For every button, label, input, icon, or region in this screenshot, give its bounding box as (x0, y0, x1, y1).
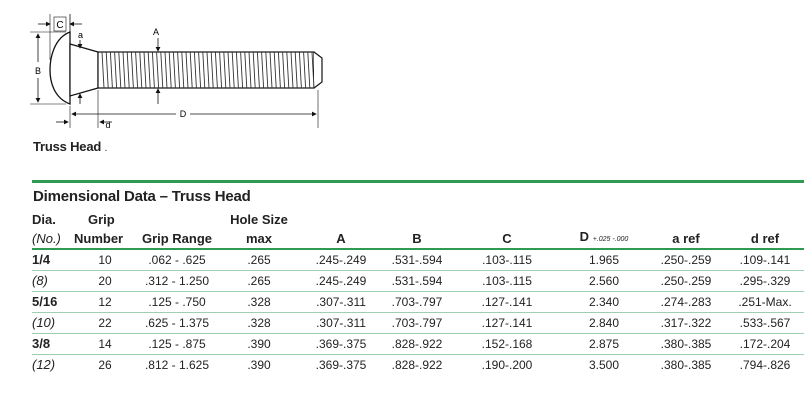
cell-hole-size: .390 (247, 337, 271, 351)
cell-d-ref: .172-.204 (739, 337, 791, 351)
cell-grip-range: .062 - .625 (148, 253, 206, 267)
caption-suffix: . (104, 143, 108, 154)
cell-grip: 12 (98, 295, 112, 309)
cell-grip-range: .125 - .750 (148, 295, 206, 309)
header-no: (No.) (32, 228, 74, 249)
cell-D: 2.875 (588, 337, 620, 351)
header-max: max (218, 228, 300, 249)
label-D: D (179, 109, 187, 119)
header-grip: Grip (88, 212, 115, 227)
cell-D: 1.965 (588, 253, 620, 267)
cell-d-ref: .533-.567 (739, 316, 791, 330)
header-dia: Dia. (32, 212, 56, 227)
cell-d-ref: .251-Max. (738, 295, 792, 309)
cell-D: 3.500 (588, 358, 620, 372)
cell-hole-size: .390 (247, 358, 271, 372)
cell-C: .103-.115 (482, 253, 532, 267)
cell-C: .190-.200 (481, 358, 533, 372)
cell-dia: (8) (32, 273, 48, 288)
cell-dia: 3/8 (32, 336, 51, 351)
cell-grip: 26 (98, 358, 112, 372)
green-rule (32, 180, 804, 183)
dimensional-data-table (32, 211, 804, 375)
cell-grip-range: .125 - .875 (148, 337, 206, 351)
label-A: A (152, 27, 160, 37)
table-row (32, 249, 804, 271)
bolt-head (50, 32, 70, 104)
cell-C: .152-.168 (481, 337, 533, 351)
label-c: C (56, 20, 64, 31)
cell-a-ref: .380-.385 (660, 337, 712, 351)
cell-a-ref: .317-.322 (660, 316, 712, 330)
cell-B: .703-.797 (391, 316, 443, 330)
caption-text: Truss Head (33, 139, 102, 154)
cell-C: .127-.141 (481, 295, 533, 309)
cell-hole-size: .265 (247, 253, 271, 267)
header-B: B (382, 228, 452, 249)
cell-A: .369-.375 (315, 337, 367, 351)
table-title: Dimensional Data – Truss Head (33, 188, 251, 205)
cell-grip-range: .812 - 1.625 (144, 358, 210, 372)
cell-grip: 14 (98, 337, 112, 351)
cell-grip-range: .312 - 1.250 (144, 274, 210, 288)
cell-B: .531-.594 (391, 274, 443, 288)
bolt-shank (98, 52, 314, 88)
cell-d-ref: .794-.826 (739, 358, 791, 372)
cell-D: 2.560 (588, 274, 620, 288)
cell-hole-size: .265 (247, 274, 271, 288)
header-D-label: D (579, 229, 590, 244)
cell-A: .369-.375 (315, 358, 367, 372)
table-row (32, 271, 804, 292)
cell-grip: 10 (98, 253, 112, 267)
cell-B: .703-.797 (391, 295, 443, 309)
header-grip-range: Grip Range (136, 228, 218, 249)
cell-d-ref: .109-.141 (739, 253, 791, 267)
cell-A: .307-.311 (316, 295, 366, 309)
header-number: Number (74, 228, 136, 249)
bolt-neck (70, 44, 98, 96)
cell-grip-range: .625 - 1.375 (144, 316, 210, 330)
table-row (32, 334, 804, 355)
cell-B: .531-.594 (391, 253, 443, 267)
cell-B: .828-.922 (391, 337, 443, 351)
cell-grip: 20 (98, 274, 112, 288)
cell-a-ref: .380-.385 (660, 358, 712, 372)
cell-C: .103-.115 (482, 274, 532, 288)
cell-dia: 5/16 (32, 294, 58, 309)
cell-grip: 22 (98, 316, 112, 330)
table-row (32, 313, 804, 334)
label-d: d (105, 120, 111, 130)
cell-dia: (12) (32, 357, 56, 372)
cell-C: .127-.141 (481, 316, 533, 330)
cell-a-ref: .274-.283 (660, 295, 712, 309)
diagram-caption (33, 139, 107, 154)
cell-dia: (10) (32, 315, 56, 330)
cell-D: 2.840 (588, 316, 620, 330)
cell-hole-size: .328 (247, 295, 271, 309)
header-hole-size: Hole Size (230, 212, 288, 227)
cell-A: .245-.249 (315, 274, 367, 288)
cell-A: .245-.249 (315, 253, 367, 267)
label-a: a (78, 30, 84, 40)
table-row (32, 355, 804, 376)
header-a-ref: a ref (646, 228, 726, 249)
cell-D: 2.340 (588, 295, 620, 309)
cell-hole-size: .328 (247, 316, 271, 330)
header-C: C (452, 228, 562, 249)
cell-B: .828-.922 (391, 358, 443, 372)
cell-A: .307-.311 (316, 316, 366, 330)
header-d-ref: d ref (726, 228, 804, 249)
header-A: A (300, 228, 382, 249)
cell-a-ref: .250-.259 (660, 274, 712, 288)
cell-a-ref: .250-.259 (660, 253, 712, 267)
label-B: B (34, 66, 42, 76)
header-D-tolerance: +.025 -.000 (592, 236, 629, 243)
table-row (32, 292, 804, 313)
header-D (562, 228, 646, 249)
cell-dia: 1/4 (32, 252, 51, 267)
truss-head-bolt-diagram (0, 0, 340, 140)
cell-d-ref: .295-.329 (739, 274, 791, 288)
